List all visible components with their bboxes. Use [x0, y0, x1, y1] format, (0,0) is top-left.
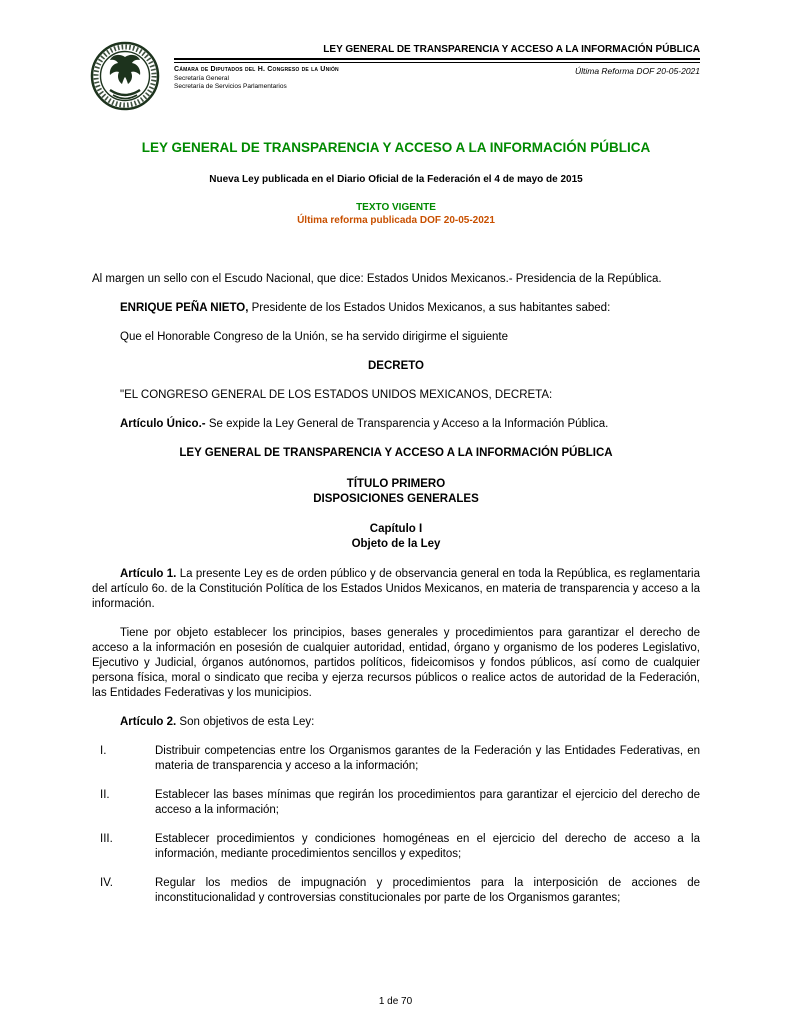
chamber-info — [174, 66, 339, 90]
list-item-numeral: II. — [100, 789, 110, 801]
paragraph-articulo-1 — [92, 567, 700, 612]
chamber-name: Cámara de Diputados del H. Congreso de la Unión — [174, 66, 339, 73]
law-main-title: LEY GENERAL DE TRANSPARENCIA Y ACCESO A LA INFORMACIÓN PÚBLICA — [141, 140, 651, 155]
objeto-heading: Objeto de la Ley — [351, 538, 441, 550]
capitulo-group — [92, 522, 700, 552]
articulo-2-rest: Son objetivos de esta Ley: — [176, 716, 315, 728]
law-title-center-group — [92, 446, 700, 461]
status-texto-vigente: TEXTO VIGENTE — [356, 202, 436, 213]
law-title-center: LEY GENERAL DE TRANSPARENCIA Y ACCESO A LA INFORMACIÓN PÚBLICA — [179, 447, 613, 459]
last-reform-note: Última Reforma DOF 20-05-2021 — [574, 66, 700, 76]
list-item-text: Regular los medios de impugnación y procedimientos para la interposición de acciones de inconstitucionalidad y controversias constitucionales por parte de los Organismos garantes; — [155, 877, 700, 904]
list-item — [92, 788, 700, 818]
articulo-1-rest: La presente Ley es de orden público y de observancia general en toda la República, es reglamentaria del artículo 6o. de la Constitución Política de los Estados Unidos Mexicanos, en materia de transparencia y acceso a la información. — [92, 568, 700, 610]
paragraph-al-margen: Al margen un sello con el Escudo Nacional, que dice: Estados Unidos Mexicanos.- Presidencia de la República. — [92, 273, 662, 285]
header-info-row — [174, 66, 700, 90]
paragraph-articulo-2 — [92, 715, 700, 730]
document-header — [92, 40, 700, 112]
titulo-primero-heading: TÍTULO PRIMERO — [346, 478, 446, 490]
articulo-1-label: Artículo 1. — [120, 568, 177, 580]
articulo-unico-label: Artículo Único.- — [120, 418, 206, 430]
paragraph-presidente — [92, 301, 700, 316]
paragraph-objeto: Tiene por objeto establecer los principios, bases generales y procedimientos para garantizar el derecho de acceso a la información en posesión de cualquier autoridad, entidad, órgano y organismo de los poderes Legislativo, Ejecutivo y Judicial, órganos autónomos, partidos políticos, fideicomisos y fondos públicos, así como de cualquier persona física, moral o sindicato que reciba y ejerza recursos públicos o realice actos de autoridad de la Federación, las Entidades Federativas y los municipios. — [92, 627, 700, 699]
paragraph-decreta: "EL CONGRESO GENERAL DE LOS ESTADOS UNIDOS MEXICANOS, DECRETA: — [120, 389, 553, 401]
list-item — [92, 876, 700, 906]
publication-note: Nueva Ley publicada en el Diario Oficial de la Federación el 4 de mayo de 2015 — [209, 174, 583, 185]
presidente-rest: Presidente de los Estados Unidos Mexicanos, a sus habitantes sabed: — [248, 302, 611, 314]
list-item — [92, 832, 700, 862]
list-item-text: Establecer procedimientos y condiciones homogéneas en el ejercicio del derecho de acceso a la información, mediante procedimientos sencillos y expeditos; — [155, 833, 700, 860]
secretaria-servicios: Secretaría de Servicios Parlamentarios — [174, 83, 287, 90]
articulo-2-label: Artículo 2. — [120, 716, 177, 728]
header-divider — [174, 58, 700, 63]
page-number: 1 de 70 — [378, 996, 413, 1007]
list-item-numeral: III. — [100, 833, 113, 845]
list-item-text: Establecer las bases mínimas que regirán los procedimientos para garantizar el ejercicio del derecho de acceso a la información; — [155, 789, 700, 816]
list-item-numeral: I. — [100, 745, 107, 757]
last-reform-published: Última reforma publicada DOF 20-05-2021 — [297, 215, 495, 226]
secretaria-general: Secretaría General — [174, 74, 229, 82]
header-right-block — [174, 40, 700, 90]
national-seal-icon — [86, 40, 166, 112]
presidente-name: ENRIQUE PEÑA NIETO, — [120, 302, 249, 314]
list-item-text: Distribuir competencias entre los Organismos garantes de la Federación y las Entidades Federativas, en materia de transparencia y acceso a la información; — [155, 745, 700, 772]
list-item — [92, 744, 700, 774]
decreto-heading: DECRETO — [367, 360, 425, 372]
capitulo-heading: Capítulo I — [369, 523, 423, 535]
titulo-primero-group — [92, 477, 700, 507]
paragraph-articulo-unico — [92, 417, 700, 432]
disposiciones-heading: DISPOSICIONES GENERALES — [313, 493, 479, 505]
paragraph-congreso: Que el Honorable Congreso de la Unión, se ha servido dirigirme el siguiente — [120, 331, 509, 343]
list-item-numeral: IV. — [100, 877, 114, 889]
header-law-title: LEY GENERAL DE TRANSPARENCIA Y ACCESO A LA INFORMACIÓN PÚBLICA — [323, 44, 700, 55]
articulo-unico-rest: Se expide la Ley General de Transparencia y Acceso a la Información Pública. — [205, 418, 609, 430]
